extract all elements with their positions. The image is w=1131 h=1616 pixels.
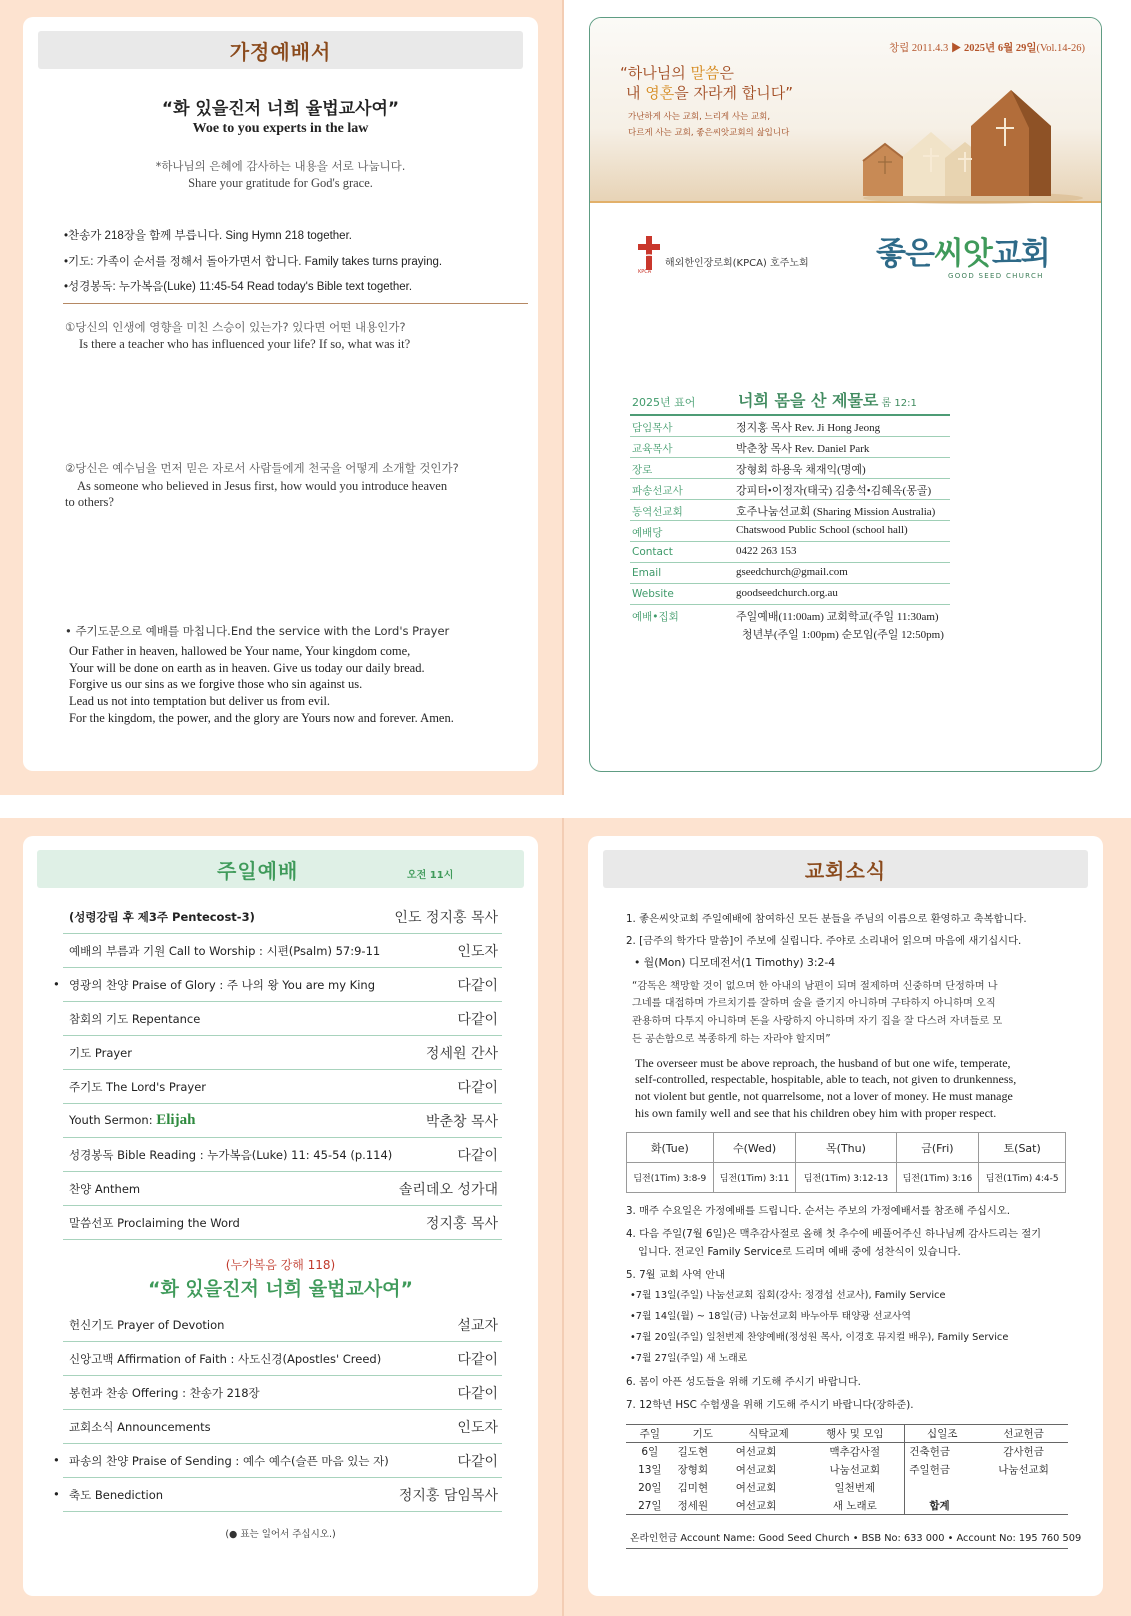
info-value: 박춘창 목사 Rev. Daniel Park [736, 443, 870, 455]
info-row [630, 479, 950, 500]
duty-row [626, 1479, 1068, 1497]
duty-cell: 길도현 [677, 1446, 709, 1459]
wooden-houses-illustration [853, 76, 1083, 206]
cross-icon [638, 236, 660, 270]
info-row [630, 416, 950, 437]
info-label: 동역선교회 [632, 506, 683, 518]
duty-row [626, 1461, 1068, 1479]
kpca-label: KPCA [638, 269, 652, 275]
service-title: 주일예배 [217, 859, 299, 883]
duty-cell: 13일 [638, 1464, 662, 1476]
service-item: 성경봉독 Bible Reading : 누가복음(Luke) 11: 45-54 (p.114) 다같이 [63, 1138, 502, 1172]
announcements-card [588, 836, 1103, 1596]
service-item: 헌신기도 Prayer of Devotion 설교자 [63, 1308, 502, 1342]
announcement-7: 7. 12학년 HSC 수험생을 위해 기도해 주시기 바랍니다(장하준). [626, 1399, 914, 1411]
church-logo: 좋은씨앗교회 [876, 236, 1050, 272]
info-row-worship [630, 605, 950, 647]
info-row [630, 458, 950, 479]
service-item-standing: • 축도 Benediction 정지홍 담임목사 [63, 1478, 502, 1512]
announcement-6: 6. 몸이 아픈 성도들을 위해 기도해 주시기 바랍니다. [626, 1376, 861, 1388]
fold-line [562, 818, 564, 1616]
cover-frame [589, 17, 1102, 772]
info-value: 호주나눔선교회 (Sharing Mission Australia) [736, 506, 936, 518]
sermon-reference: (누가복음 강해 118) [225, 1258, 336, 1272]
bank-underline [626, 1548, 1068, 1549]
reading-ref: 딤전(1Tim) 4:4-5 [979, 1163, 1066, 1193]
closing-instruction: • 주기도문으로 예배를 마칩니다.End the service with the Lord's Prayer [65, 624, 450, 638]
duty-cell: 20일 [638, 1482, 662, 1494]
service-item-standing: • 파송의 찬양 Praise of Sending : 예수 예수(슬픈 마음 있는 자) 다같이 [63, 1444, 502, 1478]
duty-cell: 맥추감사절 [805, 1443, 905, 1461]
ministry-item: •7월 20일(주일) 일천번제 찬양예배(정성원 목사, 이경호 뮤지컬 배우), Family Service [630, 1332, 1009, 1343]
day-header: 수(Wed) [713, 1133, 796, 1163]
announcement-5: 5. 7월 교회 사역 안내 [626, 1269, 726, 1281]
duty-cell [979, 1497, 1068, 1515]
inside-sheet [0, 818, 1131, 1616]
service-item: 찬양 Anthem 솔리데오 성가대 [63, 1172, 502, 1206]
duty-cell: 나눔선교회 [805, 1461, 905, 1479]
weekly-reading-days [627, 1133, 1066, 1163]
info-value: 강피터•이정자(태국) 김충석•김혜옥(몽골) [736, 485, 932, 497]
announcement-4-cont: 입니다. 전교인 Family Service로 드리며 예배 중에 성찬식이 있습니다. [638, 1246, 961, 1258]
info-label: 예배당 [632, 527, 663, 539]
announcement-4: 4. 다음 주일(7월 6일)은 맥추감사절로 올해 첫 추수에 베풀어주신 하나님께 감사드리는 절기 [626, 1228, 1042, 1240]
lords-prayer-line: Your will be done on earth as in heaven. Give us today our daily bread. [69, 661, 425, 675]
question-1-en: Is there a teacher who has influenced your life? If so, what was it? [79, 337, 411, 351]
info-value: Chatswood Public School (school hall) [736, 524, 908, 536]
info-label: Contact [632, 546, 673, 558]
duty-cell: 27일 [638, 1499, 662, 1512]
denomination: 해외한인장로회(KPCA) 호주노회 [665, 258, 809, 269]
info-label: 담임목사 [632, 422, 673, 434]
home-worship-card [23, 17, 538, 771]
duty-cell: 새 노래로 [805, 1497, 905, 1515]
home-worship-title-bar [38, 31, 523, 69]
duty-cell [979, 1479, 1068, 1497]
lords-prayer-line: For the kingdom, the power, and the glory are Yours now and forever. Amen. [69, 711, 454, 725]
service-title-bar [37, 850, 524, 888]
weekly-verse-kr: 관용하며 다투지 아니하며 돈을 사랑하지 아니하며 자기 집을 잘 다스려 자녀들로 모 [632, 1016, 1003, 1027]
duty-header-row [626, 1425, 1068, 1443]
duty-cell: 여선교회 [735, 1464, 777, 1476]
lords-prayer-line: Lead us not into temptation but deliver us from evil. [69, 694, 331, 708]
standing-footnote: (● 표는 일어서 주십시오.) [225, 1529, 336, 1540]
reading-ref: 딤전(1Tim) 3:8-9 [627, 1163, 714, 1193]
service-item: 신앙고백 Affirmation of Faith : 사도신경(Apostles' Creed) 다같이 [63, 1342, 502, 1376]
duty-offering-table [626, 1424, 1068, 1515]
weekly-reading-refs [627, 1163, 1066, 1193]
weekly-verse-kr: “감독은 책망할 것이 없으며 한 아내의 남편이 되며 절제하며 신중하며 단정하며 나 [632, 981, 998, 992]
service-item: Youth Sermon: Elijah 박춘창 목사 [63, 1104, 502, 1138]
duty-cell: 김미현 [677, 1482, 709, 1494]
duty-row [626, 1443, 1068, 1461]
cover-subtitle-2: 다르게 사는 교회, 좋은씨앗교회의 삶입니다 [628, 128, 790, 138]
duty-cell [905, 1479, 979, 1497]
weekly-verse-en: his own family well and see that his children obey him with proper respect. [635, 1106, 997, 1120]
service-item: 교회소식 Announcements 인도자 [63, 1410, 502, 1444]
kpca-logo [638, 236, 660, 276]
info-label: 교육목사 [632, 443, 673, 455]
info-label: Website [632, 588, 674, 600]
service-item-standing: • 영광의 찬양 Praise of Glory : 주 나의 왕 You are my King 다같이 [63, 968, 502, 1002]
motto: 너희 몸을 산 제물로 롬 12:1 [738, 391, 917, 410]
reading-ref: 딤전(1Tim) 3:12-13 [796, 1163, 896, 1193]
offering-total-label: 합계 [929, 1499, 950, 1512]
question-2-kr: ②당신은 예수님을 먼저 믿은 자로서 사람들에게 천국을 어떻게 소개할 것인가? [65, 461, 459, 475]
motto-label: 2025년 표어 [632, 396, 696, 409]
duty-header: 선교헌금 [1003, 1428, 1044, 1440]
info-value: 정지홍 목사 Rev. Ji Hong Jeong [736, 422, 881, 434]
cover-quote-line-1: “하나님의 말씀은 [620, 64, 734, 82]
order-of-service-card [23, 836, 538, 1596]
online-giving-info: 온라인헌금 Account Name: Good Seed Church • BSB No: 633 000 • Account No: 195 760 509 [630, 1533, 1082, 1544]
day-header: 화(Tue) [627, 1133, 714, 1163]
announcement-3: 3. 매주 수요일은 가정예배를 드립니다. 순서는 주보의 가정예배서를 참조해 주십시오. [626, 1205, 1011, 1217]
duty-cell: 6일 [641, 1446, 659, 1459]
duty-header: 기도 [692, 1428, 713, 1440]
announcements-title-bar [603, 850, 1088, 888]
service-item: 말씀선포 Proclaiming the Word 정지홍 목사 [63, 1206, 502, 1240]
announcement-2: 2. [금주의 학가다 말씀]이 주보에 실립니다. 주야로 소리내어 읽으며 마음에 새기십시다. [626, 935, 1022, 947]
weekly-reading-table [626, 1132, 1066, 1193]
issue-founded: 창립 2011.4.3 ▶ [889, 43, 965, 54]
weekly-verse-en: The overseer must be above reproach, the husband of but one wife, temperate, [635, 1056, 1011, 1070]
duty-cell: 일천번제 [805, 1479, 905, 1497]
ministry-item: •7월 14일(월) ~ 18일(금) 나눔선교회 바누아투 태양광 선교사역 [630, 1311, 911, 1322]
duty-cell: 감사헌금 [1003, 1446, 1044, 1459]
duty-cell: 여선교회 [735, 1482, 777, 1494]
home-step: •성경봉독: 누가복음(Luke) 11:45-54 Read today's Bible text together. [64, 281, 413, 293]
home-step: •기도: 가족이 순서를 정해서 돌아가면서 합니다. Family takes turns praying. [64, 256, 443, 268]
duty-cell: 나눔선교회 [998, 1464, 1049, 1476]
service-time: 오전 11시 [407, 870, 454, 881]
home-share-en: Share your gratitude for God's grace. [188, 176, 373, 190]
weekly-verse-kr: 든 공손함으로 복종하게 하는 자라야 할지며” [632, 1034, 831, 1045]
duty-header: 식탁교제 [748, 1428, 789, 1440]
weekly-verse-en: self-controlled, respectable, hospitable, able to teach, not given to drunkenness, [635, 1072, 1017, 1086]
duty-header: 행사 및 모임 [805, 1425, 905, 1443]
day-header: 토(Sat) [979, 1133, 1066, 1163]
info-row [630, 437, 950, 458]
issue-info [889, 40, 1085, 55]
worship-times: 주일예배(11:00am) 교회학교(주일 11:30am) [736, 611, 939, 623]
home-share-kr: *하나님의 은혜에 감사하는 내용을 서로 나눕니다. [155, 159, 406, 173]
home-verse-en: Woe to you experts in the law [192, 121, 369, 136]
info-label: 예배•집회 [632, 611, 679, 623]
announcements-title: 교회소식 [804, 858, 887, 883]
reading-ref: 딤전(1Tim) 3:16 [896, 1163, 979, 1193]
lords-prayer-line: Forgive us our sins as we forgive those who sin against us. [69, 677, 363, 691]
duty-cell: 장형회 [677, 1464, 709, 1476]
info-row [630, 521, 950, 542]
service-item: 참회의 기도 Repentance 다같이 [63, 1002, 502, 1036]
service-item: (성령강림 후 제3주 Pentecost-3) 인도 정지홍 목사 [63, 900, 502, 934]
info-row [630, 563, 950, 584]
info-label: Email [632, 567, 662, 579]
duty-cell: 정세원 [677, 1499, 709, 1512]
day-header: 금(Fri) [896, 1133, 979, 1163]
duty-header: 십일조 [927, 1428, 958, 1440]
service-item: 주기도 The Lord's Prayer 다같이 [63, 1070, 502, 1104]
cover-subtitle-1: 가난하게 사는 교회, 느리게 사는 교회, [628, 112, 771, 122]
weekly-verse-ref: • 월(Mon) 디모데전서(1 Timothy) 3:2-4 [634, 956, 836, 969]
info-value: 장형회 하용욱 채재익(명예) [736, 464, 866, 476]
lords-prayer-line: Our Father in heaven, hallowed be Your name, Your kingdom come, [69, 644, 411, 658]
church-logo-en: GOOD SEED CHURCH [948, 272, 1044, 280]
website-value[interactable]: goodseedchurch.org.au [736, 587, 838, 599]
duty-header: 주일 [639, 1428, 660, 1440]
day-header: 목(Thu) [796, 1133, 896, 1163]
info-value: 0422 263 153 [736, 545, 797, 557]
church-info-list [630, 416, 950, 647]
question-1-kr: ①당신의 인생에 영향을 미친 스승이 있는가? 있다면 어떤 내용인가? [65, 320, 406, 334]
cover-hero [590, 18, 1101, 203]
duty-cell: 여선교회 [735, 1499, 777, 1512]
info-row [630, 542, 950, 563]
duty-cell: 건축헌금 [909, 1446, 950, 1459]
reading-ref: 딤전(1Tim) 3:11 [713, 1163, 796, 1193]
issue-volume: (Vol.14-26) [1036, 43, 1085, 54]
weekly-verse-en: not violent but gentle, not quarrelsome, not a lover of money. He must manage [635, 1089, 1013, 1103]
home-verse-kr: “화 있을진저 너희 율법교사여” [161, 99, 400, 119]
service-item: 예배의 부름과 기원 Call to Worship : 시편(Psalm) 57:9-11 인도자 [63, 934, 502, 968]
sermon-title: “화 있을진저 너희 율법교사여” [147, 1278, 414, 1300]
duty-cell: 여선교회 [735, 1446, 777, 1459]
question-2-en: to others? [65, 495, 114, 509]
home-worship-title: 가정예배서 [229, 39, 332, 64]
info-label: 파송선교사 [632, 485, 683, 497]
info-label: 장로 [632, 464, 653, 476]
home-divider [63, 303, 528, 304]
issue-date: 2025년 6월 29일 [964, 43, 1037, 54]
cover-page [564, 0, 1131, 795]
service-item: 기도 Prayer 정세원 간사 [63, 1036, 502, 1070]
worship-times: 청년부(주일 1:00pm) 순모임(주일 12:50pm) [742, 629, 944, 641]
info-row [630, 584, 950, 605]
weekly-verse-kr: 그네를 대접하며 가르치기를 잘하며 술을 즐기지 아니하며 구타하지 아니하며 오직 [632, 998, 996, 1009]
front-sheet [0, 0, 1131, 795]
cover-quote-line-2: 내 영혼을 자라게 합니다” [626, 84, 793, 102]
announcement-1: 1. 좋은씨앗교회 주일예배에 참여하신 모든 분들을 주님의 이름으로 환영하고 축복합니다. [626, 913, 1027, 925]
ministry-item: •7월 27일(주일) 새 노래로 [630, 1353, 748, 1364]
ministry-item: •7월 13일(주일) 나눔선교회 집회(강사: 정경섭 선교사), Family Service [630, 1290, 946, 1301]
service-item: 봉헌과 찬송 Offering : 찬송가 218장 다같이 [63, 1376, 502, 1410]
duty-row [626, 1497, 1068, 1515]
duty-cell: 주일헌금 [909, 1464, 950, 1476]
info-row [630, 500, 950, 521]
email-value[interactable]: gseedchurch@gmail.com [736, 566, 848, 578]
home-step: •찬송가 218장을 함께 부릅니다. Sing Hymn 218 together. [64, 230, 352, 242]
question-2-en: As someone who believed in Jesus first, how would you introduce heaven [77, 479, 448, 493]
